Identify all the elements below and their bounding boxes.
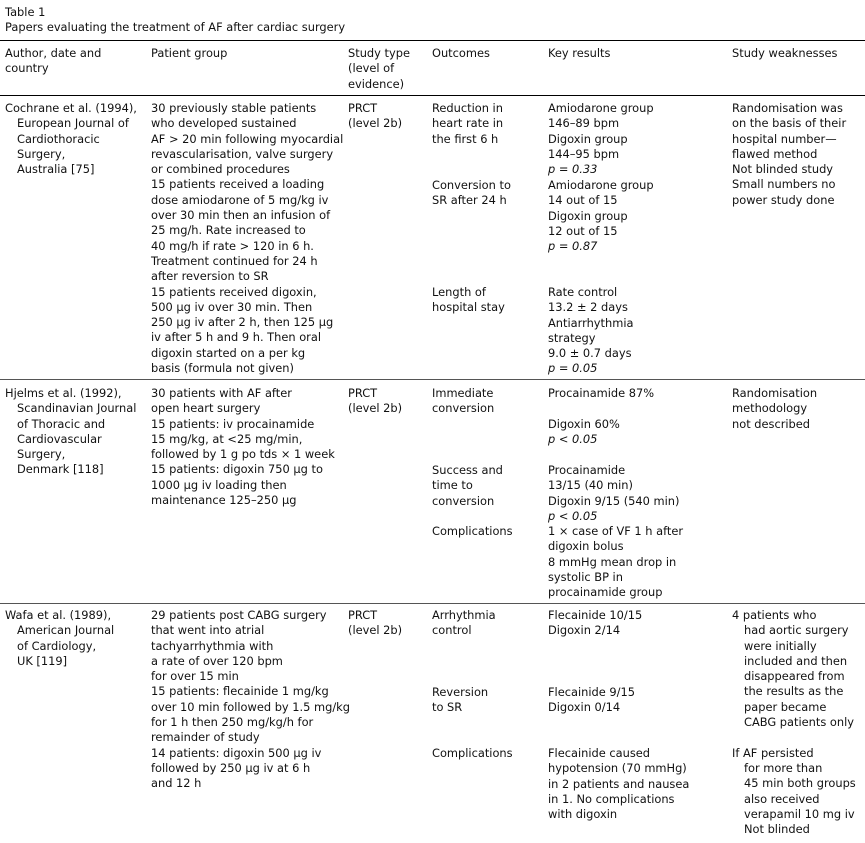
header-line: country [5, 61, 49, 76]
row2-result-1 [548, 386, 654, 447]
text-line: that went into atrial [151, 623, 265, 638]
text-line: 15 patients: iv procainamide [151, 416, 315, 431]
text-line: on the basis of their [732, 116, 847, 131]
text-line: for over 15 min [151, 669, 239, 684]
header-rule [0, 95, 865, 96]
text-line: open heart surgery [151, 401, 261, 416]
text-line: Digoxin group [548, 208, 628, 223]
text-line: heart rate in [432, 116, 504, 131]
text-line: Randomisation [732, 386, 818, 400]
text-line: 29 patients post CABG surgery [151, 608, 327, 622]
text-line: 15 patients received a loading [151, 177, 325, 192]
text-line: Reversion [432, 685, 489, 699]
text-line: p = 0.87 [548, 239, 598, 254]
row2-result-2 [548, 463, 679, 524]
text-line: 12 out of 15 [548, 223, 618, 238]
text-line: European Journal of [17, 116, 129, 131]
text-line: Surgery, [17, 146, 66, 161]
text-line: conversion [432, 493, 495, 508]
row2-result-3 [548, 524, 683, 600]
row1-result-1 [548, 101, 654, 177]
text-line: 1 × case of VF 1 h after [548, 524, 684, 538]
text-line: Hjelms et al. (1992), [5, 386, 122, 400]
text-line: (level 2b) [348, 623, 403, 638]
row3-study-type [348, 608, 402, 639]
header-line: Key results [548, 46, 611, 60]
text-line: strategy [548, 330, 596, 345]
text-line: Antiarrhythmia [548, 315, 634, 330]
header-key-results [548, 46, 610, 61]
header-author [5, 46, 101, 77]
text-line: Digoxin 0/14 [548, 700, 621, 715]
row2-outcome-1 [432, 386, 494, 417]
text-line: Cochrane et al. (1994), [5, 101, 137, 115]
text-line: and 12 h [151, 776, 202, 791]
text-line: 15 patients: flecainide 1 mg/kg [151, 684, 329, 699]
text-line: Small numbers no [732, 177, 836, 192]
text-line: PRCT [348, 101, 378, 115]
text-line: 8 mmHg mean drop in [548, 554, 677, 569]
header-line: Author, date and [5, 46, 102, 60]
text-line: Rate control [548, 285, 618, 299]
row1-patient-group [151, 101, 343, 376]
header-line: Patient group [151, 46, 228, 60]
text-line: hospital number— [732, 131, 837, 146]
row1-weaknesses [732, 101, 846, 208]
row2-author [5, 386, 136, 478]
text-line: iv after 5 h and 9 h. Then oral [151, 330, 322, 345]
row3-result-3 [548, 746, 689, 822]
text-line: 144–95 bpm [548, 146, 620, 161]
text-line: disappeared from [744, 669, 845, 684]
row-divider [0, 603, 865, 604]
text-line: (level 2b) [348, 116, 403, 131]
text-line: methodology [732, 401, 808, 416]
text-line: had aortic surgery [744, 623, 849, 638]
text-line: Amiodarone group [548, 178, 654, 192]
text-line: Arrhythmia [432, 608, 496, 622]
row1-result-3 [548, 285, 633, 377]
table-caption [5, 5, 345, 35]
text-line: 14 patients: digoxin 500 μg iv [151, 745, 322, 760]
text-line: AF > 20 min following myocardial [151, 131, 344, 146]
header-patient-group [151, 46, 227, 61]
text-line: 9.0 ± 0.7 days [548, 346, 632, 361]
header-line: (level of [348, 61, 395, 76]
row3-patient-group [151, 608, 350, 792]
text-line: Treatment continued for 24 h [151, 253, 318, 268]
top-rule [0, 40, 865, 41]
text-line: Reduction in [432, 101, 503, 115]
row1-study-type [348, 101, 402, 132]
text-line: over 30 min then an infusion of [151, 208, 331, 223]
text-line: 4 patients who [732, 608, 817, 622]
text-line: p < 0.05 [548, 508, 598, 523]
text-line: Flecainide 9/15 [548, 685, 635, 699]
text-line: verapamil 10 mg iv [744, 806, 855, 821]
row3-outcome-3 [432, 746, 513, 761]
text-line: not described [732, 416, 811, 431]
row2-weaknesses [732, 386, 817, 432]
text-line: in 2 patients and nausea [548, 776, 690, 791]
text-line: 45 min both groups [744, 776, 856, 791]
text-line: hospital stay [432, 300, 505, 315]
text-line: time to [432, 478, 473, 493]
text-line: digoxin bolus [548, 539, 624, 554]
text-line: control [432, 623, 472, 638]
text-line: CABG patients only [744, 715, 854, 730]
row3-weaknesses [732, 608, 856, 837]
text-line: (level 2b) [348, 401, 403, 416]
row1-result-2 [548, 178, 654, 254]
table-title: Papers evaluating the treatment of AF after cardiac surgery [5, 20, 346, 34]
text-line: of Cardiology, [17, 638, 97, 653]
text-line: basis (formula not given) [151, 361, 294, 376]
text-line: flawed method [732, 146, 818, 161]
text-line [548, 401, 654, 416]
row3-result-2 [548, 685, 635, 716]
text-line: systolic BP in [548, 569, 623, 584]
text-line: Conversion to [432, 178, 511, 192]
text-line: Digoxin 9/15 (540 min) [548, 493, 680, 508]
text-line: dose amiodarone of 5 mg/kg iv [151, 192, 329, 207]
text-line: digoxin started on a per kg [151, 345, 306, 360]
text-line: PRCT [348, 608, 378, 622]
text-line: Not blinded study [732, 162, 834, 177]
text-line: conversion [432, 401, 495, 416]
text-line: Surgery, [17, 447, 66, 462]
text-line: 1000 μg iv loading then [151, 477, 287, 492]
row1-author [5, 101, 137, 177]
text-line: to SR [432, 700, 463, 715]
text-line: followed by 1 g po tds × 1 week [151, 447, 335, 462]
text-line: Amiodarone group [548, 101, 654, 115]
row3-outcome-1 [432, 608, 496, 639]
header-line: Study weaknesses [732, 46, 838, 60]
row2-study-type [348, 386, 402, 417]
text-line: Procainamide [548, 463, 626, 477]
text-line: hypotension (70 mmHg) [548, 761, 687, 776]
text-line: over 10 min followed by 1.5 mg/kg [151, 699, 351, 714]
text-line: 25 mg/h. Rate increased to [151, 223, 306, 238]
text-line: Scandinavian Journal [17, 401, 137, 416]
row3-outcome-2 [432, 685, 488, 716]
text-line: Not blinded [744, 822, 810, 837]
text-line: maintenance 125–250 μg [151, 493, 297, 508]
row1-outcome-3 [432, 285, 505, 316]
text-line: Randomisation was [732, 101, 843, 115]
text-line: paper became [744, 699, 827, 714]
text-line: PRCT [348, 386, 378, 400]
text-line: 40 mg/h if rate > 120 in 6 h. [151, 238, 314, 253]
text-line [732, 730, 856, 745]
row2-outcome-2 [432, 463, 503, 509]
text-line: If AF persisted [732, 745, 814, 760]
text-line: p = 0.33 [548, 162, 598, 177]
text-line: Flecainide 10/15 [548, 608, 643, 622]
text-line: for 1 h then 250 mg/kg/h for [151, 715, 314, 730]
text-line: 146–89 bpm [548, 116, 620, 131]
text-line: 14 out of 15 [548, 193, 618, 208]
text-line: were initially [744, 638, 817, 653]
row2-outcome-3 [432, 524, 513, 539]
header-outcomes [432, 46, 490, 61]
row3-result-1 [548, 608, 642, 639]
text-line: SR after 24 h [432, 193, 507, 208]
text-line: 15 patients: digoxin 750 μg to [151, 462, 323, 477]
text-line: p < 0.05 [548, 431, 598, 446]
row3-author [5, 608, 114, 669]
text-line: 15 mg/kg, at <25 mg/min, [151, 431, 303, 446]
text-line: 13/15 (40 min) [548, 478, 633, 493]
header-study-type [348, 46, 410, 92]
row1-outcome-2 [432, 178, 511, 209]
text-line: after reversion to SR [151, 269, 269, 284]
text-line: followed by 250 μg iv at 6 h [151, 760, 311, 775]
text-line: UK [119] [17, 653, 68, 668]
text-line: Cardiothoracic [17, 131, 100, 146]
text-line: Complications [432, 524, 513, 538]
text-line: or combined procedures [151, 162, 290, 177]
text-line: of Thoracic and [17, 416, 106, 431]
row-divider [0, 379, 865, 380]
text-line: a rate of over 120 bpm [151, 653, 283, 668]
row2-patient-group [151, 386, 335, 508]
row1-outcome-1 [432, 101, 503, 147]
text-line: in 1. No complications [548, 791, 675, 806]
text-line: 250 μg iv after 2 h, then 125 μg [151, 315, 334, 330]
text-line: included and then [744, 653, 848, 668]
text-line: tachyarrhythmia with [151, 638, 274, 653]
text-line: Denmark [118] [17, 462, 104, 477]
table-label: Table 1 [5, 5, 46, 19]
text-line: Procainamide 87% [548, 386, 655, 400]
text-line: Digoxin 2/14 [548, 623, 621, 638]
text-line: who developed sustained [151, 116, 297, 131]
text-line: Cardiovascular [17, 431, 102, 446]
text-line: revascularisation, valve surgery [151, 146, 334, 161]
text-line: Wafa et al. (1989), [5, 608, 112, 622]
text-line: procainamide group [548, 585, 663, 600]
text-line: 13.2 ± 2 days [548, 300, 628, 315]
text-line: 500 μg iv over 30 min. Then [151, 299, 313, 314]
text-line: Complications [432, 746, 513, 760]
header-line: evidence) [348, 76, 405, 91]
text-line: the first 6 h [432, 131, 499, 146]
text-line: the results as the [744, 684, 844, 699]
text-line: for more than [744, 760, 823, 775]
text-line: remainder of study [151, 730, 260, 745]
text-line: Australia [75] [17, 162, 95, 177]
text-line: Flecainide caused [548, 746, 651, 760]
text-line: Success and [432, 463, 503, 477]
header-line: Study type [348, 46, 410, 60]
text-line: with digoxin [548, 807, 618, 822]
text-line: Length of [432, 285, 486, 299]
text-line: Digoxin 60% [548, 416, 620, 431]
text-line: 30 patients with AF after [151, 386, 292, 400]
text-line: Immediate [432, 386, 494, 400]
text-line: Digoxin group [548, 131, 628, 146]
text-line: p = 0.05 [548, 361, 598, 376]
text-line: also received [744, 791, 820, 806]
text-line: 30 previously stable patients [151, 101, 317, 115]
header-line: Outcomes [432, 46, 490, 60]
header-study-weaknesses [732, 46, 837, 61]
text-line: 15 patients received digoxin, [151, 284, 317, 299]
text-line: power study done [732, 192, 835, 207]
text-line: American Journal [17, 623, 115, 638]
